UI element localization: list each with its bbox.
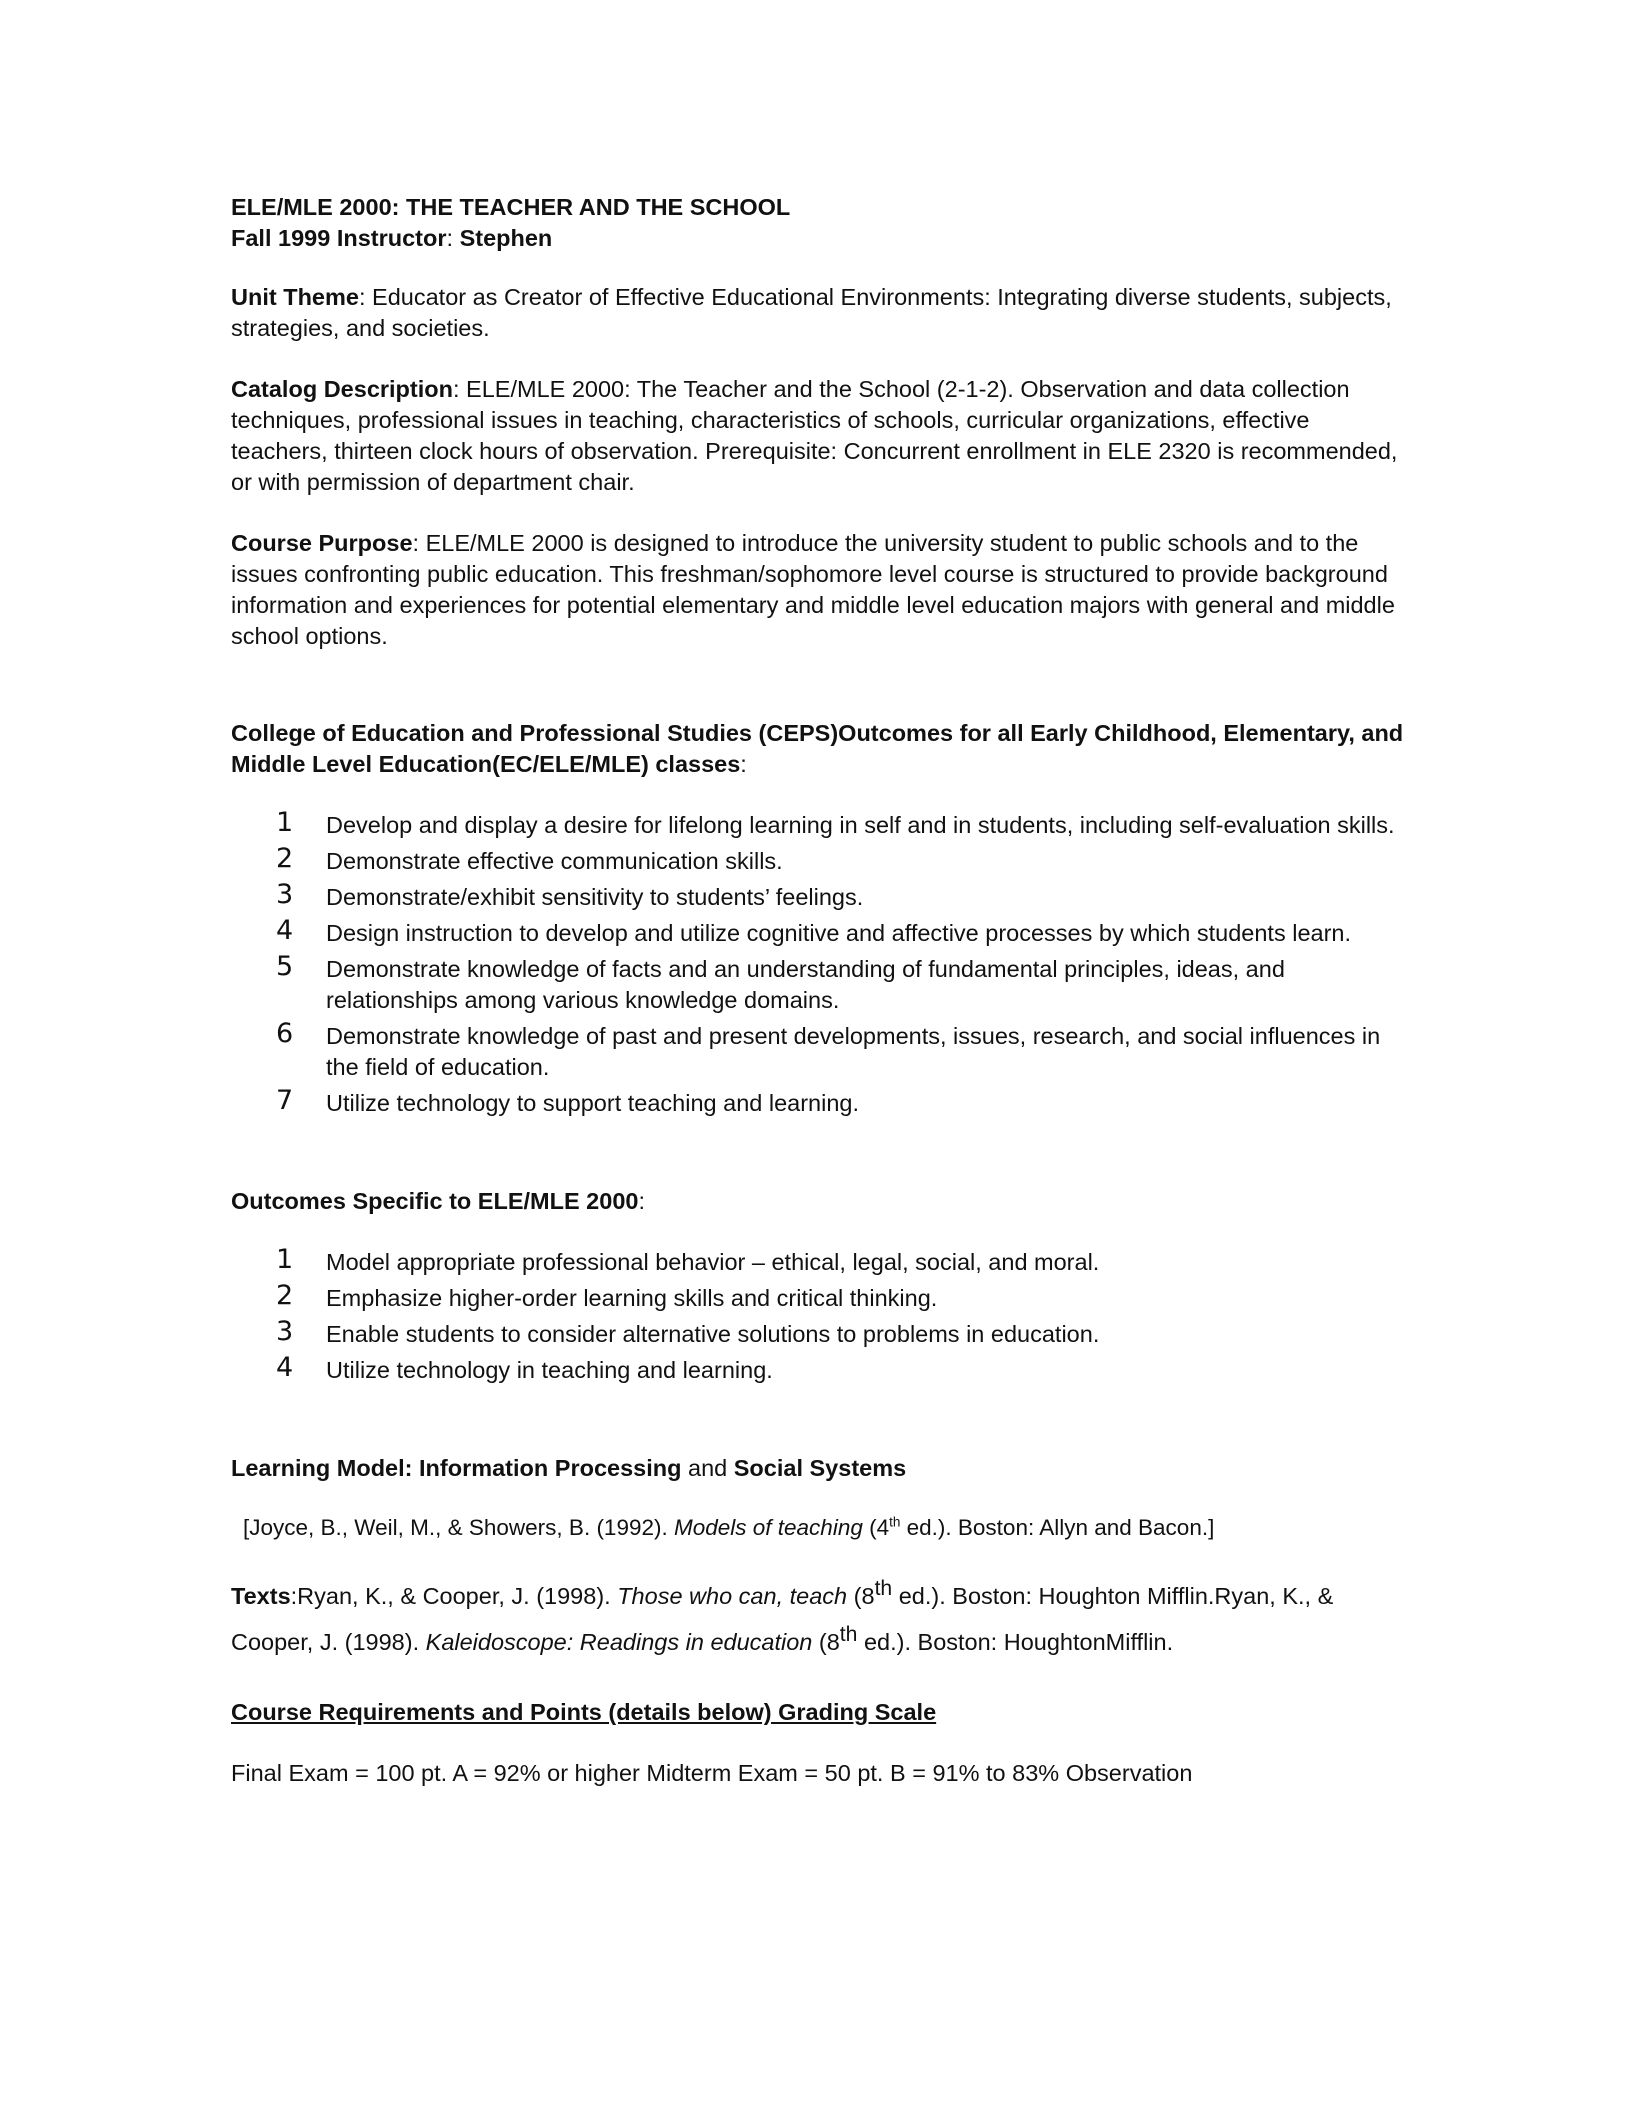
ceps-outcomes-list [231,807,1411,1119]
purpose-label: Course Purpose [231,530,413,556]
unit-theme-text: : Educator as Creator of Effective Educational Environments: Integrating diverse students, subjects, strategies, and societies. [231,284,1392,341]
list-item [231,1352,1411,1386]
list-item-number: 4 [276,915,294,946]
text1-authors: :Ryan, K., & Cooper, J. (1998). [290,1583,618,1609]
learning-model-reference [231,1512,1411,1543]
text1-edition-sup: th [874,1577,893,1601]
course-purpose [231,528,1411,652]
catalog-description [231,374,1411,498]
list-item-text: Utilize technology to support teaching and learning. [326,1090,860,1116]
ref-publisher: ed.). Boston: Allyn and Bacon.] [900,1515,1215,1540]
list-item-number: 3 [276,1316,294,1347]
list-item [231,879,1411,913]
requirements-line: Final Exam = 100 pt. A = 92% or higher Midterm Exam = 50 pt. B = 91% to 83% Observation [231,1760,1193,1786]
list-item-number: 2 [276,1280,294,1311]
learning-model-and: and [681,1455,734,1481]
ceps-heading [231,718,1411,780]
list-item-text: Demonstrate knowledge of facts and an understanding of fundamental principles, ideas, and relationships among various knowledge domains. [326,956,1285,1013]
course-title: ELE/MLE 2000: THE TEACHER AND THE SCHOOL [231,194,791,220]
text2-edition-sup: th [839,1623,858,1647]
text2-title: Kaleidoscope: Readings in education [425,1629,813,1655]
list-item-text: Demonstrate/exhibit sensitivity to students’ feelings. [326,884,864,910]
list-item-number: 4 [276,1352,294,1383]
specific-outcomes-list [231,1244,1411,1386]
requirements-heading [231,1697,1411,1728]
specific-heading-colon: : [638,1188,645,1214]
catalog-label: Catalog Description [231,376,453,402]
list-item-text: Develop and display a desire for lifelong learning in self and in students, including self-evaluation skills. [326,812,1395,838]
list-item-text: Design instruction to develop and utilize cognitive and affective processes by which students learn. [326,920,1352,946]
text2-publisher: ed.). Boston: HoughtonMifflin. [857,1629,1174,1655]
list-item [231,915,1411,949]
text1-edition: (8 [847,1583,875,1609]
learning-model-label2: Social Systems [733,1455,907,1481]
list-item-number: 3 [276,879,294,910]
list-item [231,1316,1411,1350]
list-item [231,1085,1411,1119]
list-item-text: Emphasize higher-order learning skills and critical thinking. [326,1285,938,1311]
header [231,192,1411,254]
list-item [231,1018,1411,1083]
list-item [231,1244,1411,1278]
ref-authors: [Joyce, B., Weil, M., & Showers, B. (1992). [243,1515,674,1540]
text2-edition: (8 [812,1629,840,1655]
specific-heading-text: Outcomes Specific to ELE/MLE 2000 [231,1188,639,1214]
list-item-text: Enable students to consider alternative solutions to problems in education. [326,1321,1100,1347]
unit-theme [231,282,1411,344]
list-item [231,807,1411,841]
term-instructor: Fall 1999 Instructor: Stephen [231,225,553,251]
texts-label: Texts [231,1583,291,1609]
list-item-text: Model appropriate professional behavior – ethical, legal, social, and moral. [326,1249,1100,1275]
list-item-text: Demonstrate effective communication skills. [326,848,783,874]
ref-edition: (4 [862,1515,890,1540]
text1-publisher: ed.). Boston: Houghton Mifflin.Ryan, K., & Cooper, J. (1998). [231,1583,1334,1655]
list-item [231,843,1411,877]
unit-theme-label: Unit Theme [231,284,359,310]
learning-model [231,1453,1411,1484]
list-item-number: 6 [276,1018,294,1049]
texts [231,1573,1411,1665]
ceps-heading-colon: : [740,751,747,777]
list-item-text: Utilize technology in teaching and learning. [326,1357,773,1383]
term-label: Fall 1999 Instructor [231,225,447,251]
document-page [231,192,1411,1789]
specific-heading [231,1186,1411,1217]
list-item-number: 1 [276,807,294,838]
ref-title: Models of teaching [673,1515,863,1540]
ref-edition-sup: th [889,1514,901,1530]
list-item-number: 2 [276,843,294,874]
requirements-heading-text: Course Requirements and Points (details below) Grading Scale [231,1699,937,1725]
catalog-text: : ELE/MLE 2000: The Teacher and the School (2-1-2). Observation and data collection techniques, professional issues in teaching, characteristics of schools, curricular organizations, effective teachers, thirteen clock hours of observation. Prerequisite: Concurrent enrollment in ELE 2320 is recommended, or with permission of department chair. [231,376,1398,495]
learning-model-label: Learning Model: Information Processing [231,1455,682,1481]
text1-title: Those who can, teach [617,1583,848,1609]
list-item-number: 5 [276,951,294,982]
list-item-number: 1 [276,1244,294,1275]
list-item-text: Demonstrate knowledge of past and present developments, issues, research, and social influences in the field of education. [326,1023,1381,1080]
ceps-heading-text: College of Education and Professional Studies (CEPS)Outcomes for all Early Childhood, Elementary, and Middle Level Education(EC/ELE/MLE) classes [231,720,1404,777]
purpose-text: : ELE/MLE 2000 is designed to introduce the university student to public schools and to the issues confronting public education. This freshman/sophomore level course is structured to provide background information and experiences for potential elementary and middle level education majors with general and middle school options. [231,530,1395,649]
list-item [231,1280,1411,1314]
instructor-name: Stephen [459,225,553,251]
list-item [231,951,1411,1016]
list-item-number: 7 [276,1085,294,1116]
